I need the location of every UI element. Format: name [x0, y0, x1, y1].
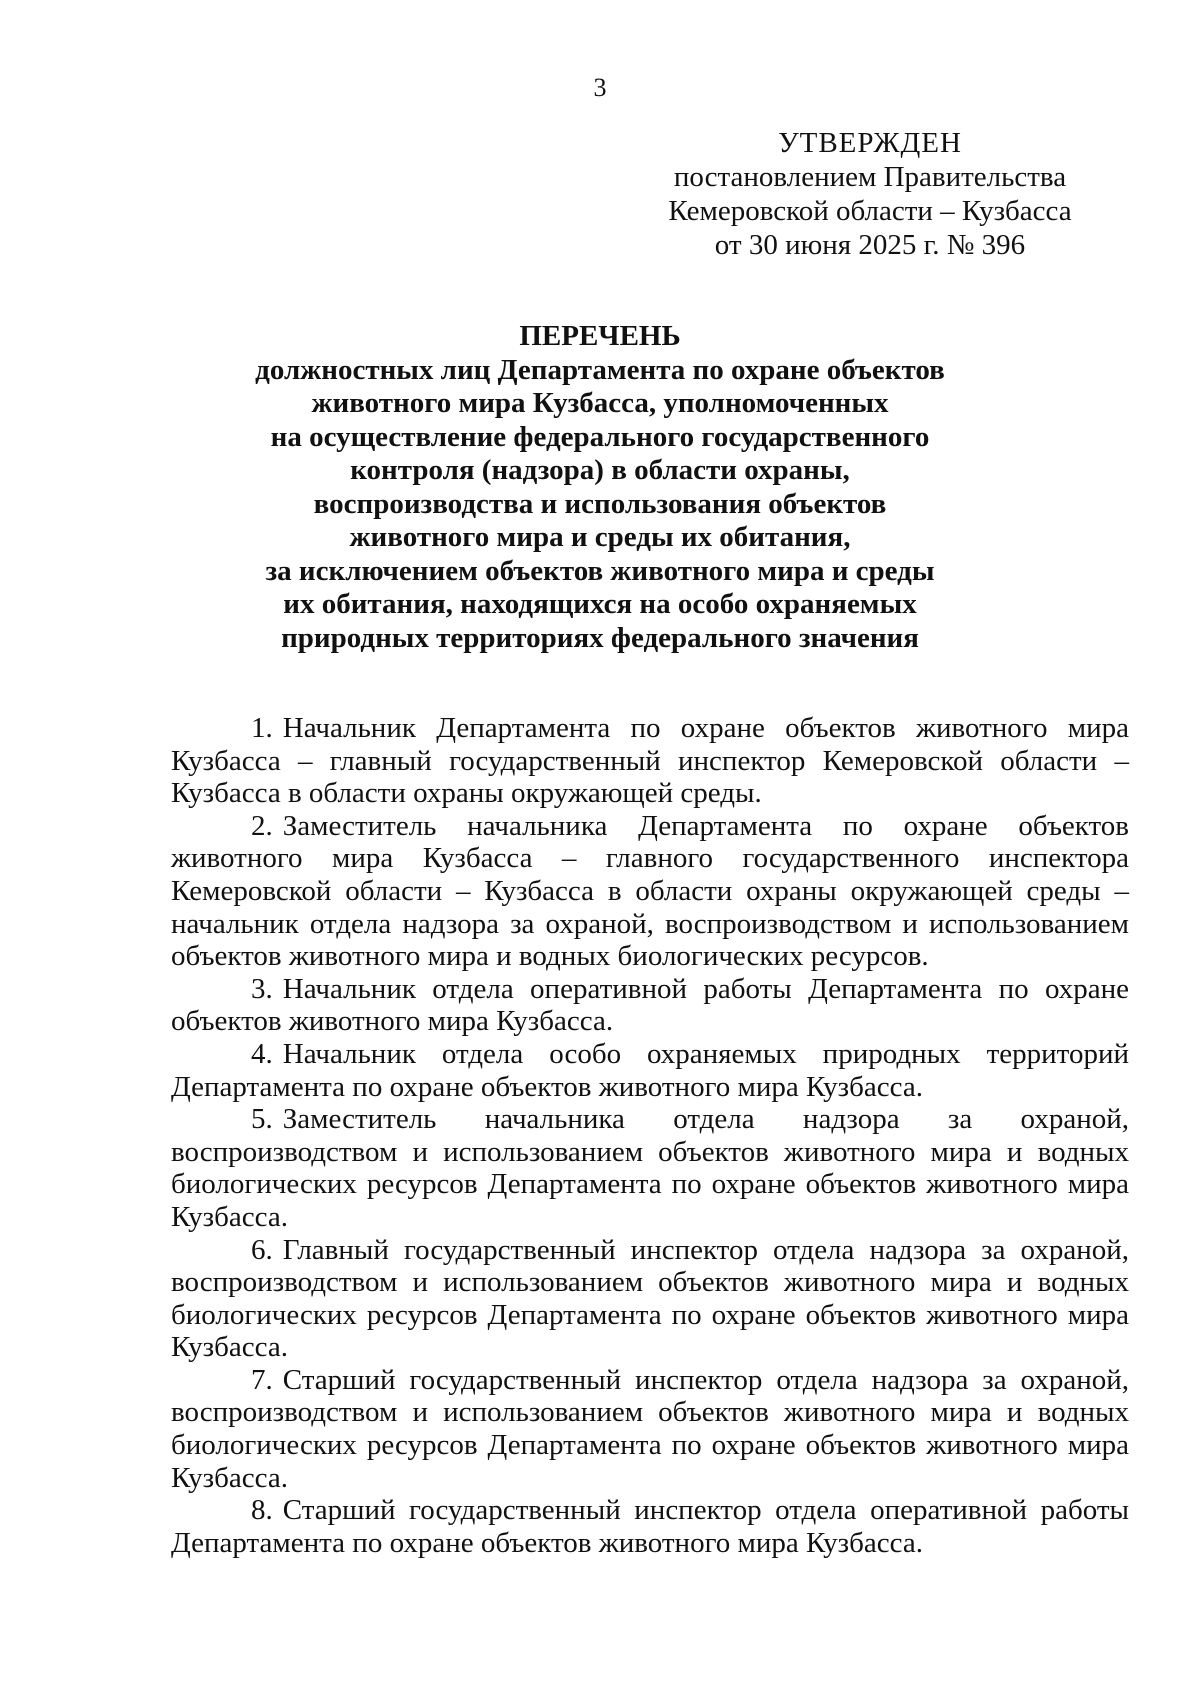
approval-line-region: Кемеровской области – Кузбасса [668, 195, 1072, 227]
list-item [171, 712, 1129, 810]
list-item [171, 1103, 1129, 1233]
list-item-text: Начальник отдела особо охраняемых природных территорий Департамента по охране объектов животного мира Кузбасса. [171, 1037, 1129, 1103]
heading-line: за исключением объектов животного мира и среды [265, 554, 935, 587]
list-item-number: 2. [251, 809, 273, 842]
list-item-text: Заместитель начальника отдела надзора за охраной, воспроизводством и использованием объектов животного мира и водных биологических ресурсов Департамента по охране объектов животного мира Кузбасса. [171, 1103, 1129, 1233]
document-heading [200, 320, 1000, 655]
list-item [171, 1234, 1129, 1364]
list-item-number: 7. [251, 1363, 273, 1396]
list-item-number: 3. [251, 972, 273, 1005]
list-item-text: Начальник отдела оперативной работы Департамента по охране объектов животного мира Кузбасса. [171, 972, 1129, 1038]
heading-line: природных территориях федерального значения [281, 621, 919, 654]
list-item [171, 973, 1129, 1038]
heading-line: воспроизводства и использования объектов [313, 487, 887, 520]
list-item [171, 1494, 1129, 1559]
list-item-text: Старший государственный инспектор отдела оперативной работы Департамента по охране объектов животного мира Кузбасса. [171, 1494, 1129, 1559]
heading-line: должностных лиц Департамента по охране объектов [255, 353, 945, 386]
approval-block [660, 126, 1080, 262]
heading-line: контроля (надзора) в области охраны, [350, 454, 850, 486]
document-title: ПЕРЕЧЕНЬ [519, 320, 681, 352]
list-item-number: 8. [251, 1494, 273, 1527]
heading-line: их обитания, находящихся на особо охраняемых [283, 588, 917, 620]
heading-line: животного мира Кузбасса, уполномоченных [311, 387, 889, 419]
list-item-number: 6. [251, 1233, 273, 1266]
approval-line-resolution: постановлением Правительства [673, 161, 1067, 193]
heading-line: животного мира и среды их обитания, [349, 521, 851, 553]
list-item-number: 4. [251, 1037, 273, 1070]
list-item [171, 1364, 1129, 1494]
list-item-text: Главный государственный инспектор отдела надзора за охраной, воспроизводством и использованием объектов животного мира и водных биологических ресурсов Департамента по охране объектов животного мира Кузбасса. [171, 1233, 1129, 1364]
officials-list [171, 712, 1129, 1559]
list-item-number: 5. [251, 1103, 273, 1136]
list-item [171, 1038, 1129, 1103]
list-item [171, 810, 1129, 973]
heading-line: на осуществление федерального государственного [270, 420, 930, 453]
list-item-text: Начальник Департамента по охране объектов животного мира Кузбасса – главный государственный инспектор Кемеровской области – Кузбасса в области охраны окружающей среды. [171, 712, 1129, 810]
list-item-text: Заместитель начальника Департамента по охране объектов животного мира Кузбасса – главного государственного инспектора Кемеровской области – Кузбасса в области охраны окружающей среды – начальник отдела надзора за охраной, воспроизводством и использованием объектов животного мира и водных биологических ресурсов. [171, 809, 1129, 973]
page-number: 3 [593, 73, 607, 102]
approval-stamp: УТВЕРЖДЕН [778, 127, 962, 159]
list-item-number: 1. [251, 712, 273, 744]
approval-line-date: от 30 июня 2025 г. № 396 [714, 229, 1026, 261]
list-item-text: Старший государственный инспектор отдела надзора за охраной, воспроизводством и использованием объектов животного мира и водных биологических ресурсов Департамента по охране объектов животного мира Кузбасса. [171, 1363, 1129, 1494]
